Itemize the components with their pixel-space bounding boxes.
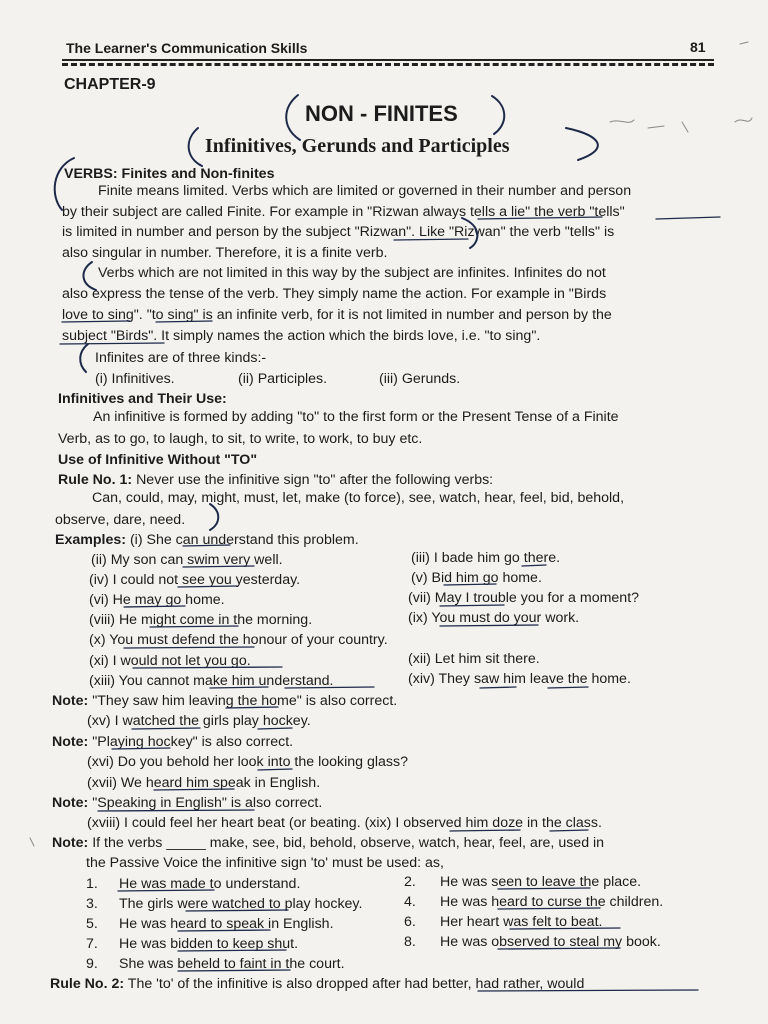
examples-line	[55, 530, 359, 550]
example-item: (viii) He might come in the morning.	[89, 612, 313, 628]
note-label: Note:	[52, 795, 89, 811]
passive-num: 5.	[86, 916, 98, 932]
passive-example: Her heart was felt to beat.	[440, 914, 603, 930]
passive-example: He was observed to steal my book.	[440, 934, 661, 950]
note-line	[52, 691, 397, 711]
note-text-continued: the Passive Voice the infinitive sign 'to' must be used: as,	[86, 855, 444, 871]
examples-label: Examples:	[55, 532, 126, 548]
paragraph-line: by their subject are called Finite. For example in "Rizwan always tells a lie" the verb "tells"	[62, 204, 625, 220]
page-title: NON - FINITES	[305, 101, 458, 126]
note-text: "Playing hockey" is also correct.	[92, 734, 294, 750]
title-bracket-left	[286, 95, 300, 140]
example-item: (xi) I would not let you go.	[89, 653, 251, 669]
kinds-bracket	[80, 344, 88, 372]
example-item: (xiv) They saw him leave the home.	[408, 671, 631, 687]
rule-1	[58, 470, 493, 490]
note-line	[52, 793, 322, 813]
page-number: 81	[690, 39, 706, 55]
section-heading-without-to: Use of Infinitive Without "TO"	[58, 452, 258, 468]
example-item: (i) She can understand this problem.	[129, 532, 359, 548]
subtitle-bracket-left	[189, 128, 202, 166]
header-rule	[62, 59, 714, 61]
rule-2	[50, 974, 584, 994]
passive-example: He was seen to leave the place.	[440, 874, 642, 890]
kinds-intro: Infinites are of three kinds:-	[95, 350, 267, 366]
note-line	[52, 833, 604, 853]
passive-example: He was heard to curse the children.	[440, 894, 664, 910]
section-heading-use: Infinitives and Their Use:	[58, 391, 227, 407]
kind-item: (i) Infinitives.	[95, 371, 175, 387]
example-item: (v) Bid him go home.	[411, 570, 542, 586]
note-label: Note:	[52, 835, 89, 851]
kind-item: (ii) Participles.	[238, 371, 328, 387]
example-item: (vii) May I trouble you for a moment?	[408, 590, 640, 606]
note-text: "Speaking in English" is also correct.	[92, 795, 323, 811]
subtitle-bracket-right	[566, 128, 598, 160]
passive-num: 9.	[86, 956, 98, 972]
note-text: If the verbs _____ make, see, bid, behold, observe, watch, hear, feel, are, used in	[92, 835, 605, 851]
paragraph-line: Finite means limited. Verbs which are limited or governed in their number and person	[98, 183, 632, 199]
example-item: (xviii) I could feel her heart beat (or beating. (xix) I observed him doze in the class.	[87, 815, 602, 831]
example-item: (xvi) Do you behold her look into the looking glass?	[87, 754, 408, 770]
rule-1-label: Rule No. 1:	[58, 472, 133, 488]
passive-num: 3.	[86, 896, 98, 912]
passive-example: He was bidden to keep shut.	[119, 936, 299, 952]
title-bracket-right	[492, 96, 504, 134]
section-heading-verbs: VERBS: Finites and Non-finites	[64, 166, 275, 182]
paragraph-line: also express the tense of the verb. They simply name the action. For example in "Birds	[62, 286, 607, 302]
note-text: "They saw him leaving the home" is also correct.	[92, 693, 398, 709]
passive-num: 7.	[86, 936, 98, 952]
passive-example: He was made to understand.	[119, 876, 301, 892]
passive-num: 1.	[86, 876, 98, 892]
header-dashed-rule	[62, 63, 714, 66]
page-subtitle: Infinitives, Gerunds and Participles	[205, 135, 510, 157]
chapter-label: CHAPTER-9	[64, 76, 156, 93]
example-item: (x) You must defend the honour of your country.	[89, 632, 388, 648]
example-item: (ii) My son can swim very well.	[91, 552, 283, 568]
example-item: (vi) He may go home.	[89, 592, 225, 608]
note-label: Note:	[52, 734, 89, 750]
paragraph-line: love to sing". "to sing" is an infinite verb, for it is not limited in number and person by the	[62, 307, 612, 323]
paragraph-line: also singular in number. Therefore, it is a finite verb.	[62, 245, 388, 261]
example-item: (iv) I could not see you yesterday.	[89, 572, 301, 588]
rule-2-label: Rule No. 2:	[50, 976, 125, 992]
running-title: The Learner's Communication Skills	[66, 40, 308, 56]
passive-num: 2.	[404, 874, 416, 890]
verbs-list-line: Can, could, may, might, must, let, make (to force), see, watch, hear, feel, bid, behold,	[92, 490, 625, 506]
example-item: (xii) Let him sit there.	[408, 651, 540, 667]
paragraph-line: Verbs which are not limited in this way by the subject are infinites. Infinites do not	[98, 265, 606, 281]
example-item: (xvii) We heard him speak in English.	[87, 775, 321, 791]
example-item: (ix) You must do your work.	[408, 610, 580, 626]
paragraph-line: subject "Birds". It simply names the action which the birds love, i.e. "to sing".	[62, 328, 541, 344]
passive-num: 6.	[404, 914, 416, 930]
note-label: Note:	[52, 693, 89, 709]
passive-num: 8.	[404, 934, 416, 950]
passive-example: The girls were watched to play hockey.	[119, 896, 363, 912]
verbs-list-line: observe, dare, need.	[55, 512, 186, 528]
rule-1-text: Never use the infinitive sign "to" after the following verbs:	[136, 472, 494, 488]
paragraph-line: Verb, as to go, to laugh, to sit, to write, to work, to buy etc.	[58, 431, 423, 447]
paragraph-line: is limited in number and person by the subject "Rizwan". Like "Rizwan" the verb "tells" is	[62, 224, 615, 240]
kind-item: (iii) Gerunds.	[379, 371, 461, 387]
note-line	[52, 732, 293, 752]
paragraph-line: An infinitive is formed by adding "to" to the first form or the Present Tense of a Finite	[93, 409, 619, 425]
example-item: (xiii) You cannot make him understand.	[89, 673, 334, 689]
passive-example: He was heard to speak in English.	[119, 916, 334, 932]
passive-example: She was beheld to faint in the court.	[119, 956, 345, 972]
example-item: (xv) I watched the girls play hockey.	[87, 713, 311, 729]
example-item: (iii) I bade him go there.	[411, 550, 561, 566]
passive-num: 4.	[404, 894, 416, 910]
rule-2-text: The 'to' of the infinitive is also dropped after had better, had rather, would	[127, 976, 585, 992]
